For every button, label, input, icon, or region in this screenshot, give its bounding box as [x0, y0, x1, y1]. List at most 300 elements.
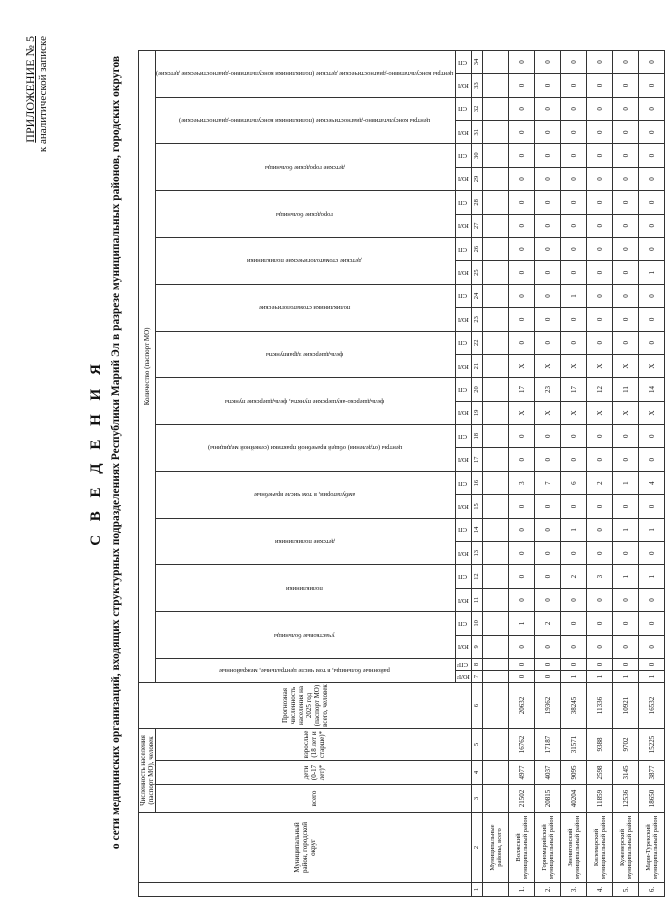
- header-sp: [456, 659, 472, 671]
- row-cell: 0: [639, 50, 665, 73]
- row-cell: 0: [561, 74, 587, 97]
- row-cell: [483, 542, 509, 565]
- header-idx: [139, 883, 472, 897]
- row-cell: 12: [587, 378, 613, 401]
- row-cell: X: [639, 401, 665, 424]
- row-cell: [483, 518, 509, 541]
- row-cell: [483, 121, 509, 144]
- row-cell: 1: [639, 261, 665, 284]
- row-forecast: 10921: [613, 683, 639, 729]
- row-cell: 0: [509, 191, 535, 214]
- row-cell: 0: [535, 635, 561, 658]
- row-cell: X: [639, 354, 665, 377]
- row-cell: [483, 378, 509, 401]
- header-sp: [456, 565, 472, 588]
- row-cell: 0: [587, 659, 613, 671]
- row-cell: [483, 237, 509, 260]
- row-index: 4.: [587, 883, 613, 897]
- table-row: [639, 50, 665, 896]
- row-cell: 0: [561, 612, 587, 635]
- row-index: 5.: [613, 883, 639, 897]
- column-number: 34: [472, 50, 483, 73]
- column-number: 32: [472, 97, 483, 120]
- header-facility-type-text: центры (отделения) общей врачебной практики (семейной медицины): [207, 444, 402, 452]
- header-facility-type: [156, 50, 456, 97]
- header-ul-text: ЮЛ: [457, 222, 469, 230]
- row-cell: 0: [587, 121, 613, 144]
- row-cell: 0: [561, 97, 587, 120]
- header-facility-type: [156, 284, 456, 331]
- row-cell: 0: [587, 97, 613, 120]
- row-cell: 0: [535, 659, 561, 671]
- row-cell: X: [509, 401, 535, 424]
- row-cell: 0: [587, 74, 613, 97]
- row-cell: [483, 308, 509, 331]
- row-cell: [483, 50, 509, 73]
- row-forecast: 16532: [639, 683, 665, 729]
- row-cell: [483, 167, 509, 190]
- header-ul-text: ЮЛ: [457, 362, 469, 370]
- row-cell: [483, 471, 509, 494]
- row-cell: 0: [613, 144, 639, 167]
- row-cell: 0: [509, 448, 535, 471]
- header-ul-text: ЮЛ: [457, 409, 469, 417]
- column-number: 6: [472, 683, 483, 729]
- row-cell: 0: [509, 425, 535, 448]
- row-adults: 16762: [509, 729, 535, 761]
- row-cell: 0: [509, 121, 535, 144]
- column-number: 22: [472, 331, 483, 354]
- header-ul-text: ЮЛ: [457, 269, 469, 277]
- row-total: 11859: [587, 785, 613, 813]
- column-number: 4: [472, 761, 483, 785]
- header-facility-type: [156, 471, 456, 518]
- column-number: 1: [472, 883, 483, 897]
- row-cell: 1: [639, 671, 665, 683]
- row-forecast: 20632: [509, 683, 535, 729]
- row-cell: [483, 354, 509, 377]
- header-children: дети (0-17 лет)*: [156, 761, 472, 785]
- appendix-label: [24, 36, 50, 152]
- column-number: 25: [472, 261, 483, 284]
- row-cell: [483, 401, 509, 424]
- row-cell: 0: [561, 331, 587, 354]
- row-cell: 0: [639, 308, 665, 331]
- row-forecast: 38245: [561, 683, 587, 729]
- column-number: 2: [472, 813, 483, 883]
- row-cell: 0: [561, 635, 587, 658]
- header-facility-type-text: центры консультативно-диагностические (поликлиники консультативно-диагностические): [179, 117, 431, 125]
- row-cell: 0: [613, 261, 639, 284]
- row-cell: 0: [587, 167, 613, 190]
- row-cell: X: [561, 401, 587, 424]
- table-row: [613, 50, 639, 896]
- header-total: всего: [156, 785, 472, 813]
- column-number: 26: [472, 237, 483, 260]
- row-cell: 0: [639, 284, 665, 307]
- header-facility-type-text: участковые больницы: [274, 631, 336, 639]
- row-cell: 0: [587, 448, 613, 471]
- header-ul: [456, 308, 472, 331]
- row-cell: 0: [639, 167, 665, 190]
- header-sp-text: СП: [458, 198, 468, 206]
- row-cell: 0: [587, 50, 613, 73]
- column-number: 16: [472, 471, 483, 494]
- row-cell: 0: [535, 588, 561, 611]
- header-population-group: Численность населения (паспорт МО), человек: [139, 729, 156, 813]
- header-sp: [456, 50, 472, 73]
- row-cell: 0: [561, 237, 587, 260]
- header-sp: [456, 471, 472, 494]
- header-ul-text: ЮЛ: [457, 502, 469, 510]
- column-number: 33: [472, 74, 483, 97]
- header-facility-type: [156, 425, 456, 472]
- row-cell: 0: [535, 448, 561, 471]
- row-cell: 0: [587, 518, 613, 541]
- row-municipality: Куженерский муниципальный район: [613, 813, 639, 883]
- row-cell: 0: [535, 97, 561, 120]
- row-cell: 0: [587, 495, 613, 518]
- row-adults: 9388: [587, 729, 613, 761]
- row-total: 40204: [561, 785, 587, 813]
- row-cell: 0: [509, 331, 535, 354]
- row-cell: 0: [613, 50, 639, 73]
- row-cell: X: [613, 401, 639, 424]
- header-ul: [456, 671, 472, 683]
- row-cell: 0: [639, 425, 665, 448]
- header-ul-text: ЮЛ: [457, 128, 469, 136]
- row-municipality: Килемарский муниципальный район: [587, 813, 613, 883]
- row-forecast: [483, 683, 509, 729]
- row-cell: X: [509, 354, 535, 377]
- row-cell: 0: [535, 331, 561, 354]
- column-number: 18: [472, 425, 483, 448]
- row-cell: 0: [561, 167, 587, 190]
- column-number: 5: [472, 729, 483, 761]
- header-ul: [456, 74, 472, 97]
- row-cell: 0: [561, 50, 587, 73]
- header-facility-type-text: центры консультативно-диагностические детские (поликлиники консультативно-диагностические детские): [156, 70, 454, 78]
- header-sp: [456, 144, 472, 167]
- table-row: [587, 50, 613, 896]
- row-cell: 0: [639, 588, 665, 611]
- row-cell: 1: [639, 518, 665, 541]
- row-cell: 0: [535, 284, 561, 307]
- row-cell: [483, 425, 509, 448]
- row-cell: 0: [509, 214, 535, 237]
- row-cell: 0: [639, 237, 665, 260]
- row-cell: X: [535, 401, 561, 424]
- row-cell: 0: [535, 167, 561, 190]
- row-cell: 0: [509, 237, 535, 260]
- row-cell: 0: [509, 74, 535, 97]
- header-ul: [456, 635, 472, 658]
- row-cell: 0: [587, 191, 613, 214]
- row-cell: 1: [613, 671, 639, 683]
- data-table: [138, 50, 665, 897]
- row-cell: 0: [509, 659, 535, 671]
- column-number: 24: [472, 284, 483, 307]
- column-number: 7: [472, 671, 483, 683]
- header-facility-type-text: детские поликлиники: [274, 538, 335, 546]
- row-cell: 0: [639, 635, 665, 658]
- row-cell: 1: [613, 518, 639, 541]
- row-cell: 0: [535, 518, 561, 541]
- row-cell: 0: [535, 542, 561, 565]
- header-ul: [456, 588, 472, 611]
- header-ul-text: ЮЛ: [457, 549, 469, 557]
- header-facility-type-text: поликлиники: [286, 584, 324, 592]
- row-cell: [483, 331, 509, 354]
- row-cell: [483, 448, 509, 471]
- row-cell: [483, 588, 509, 611]
- row-children: 3877: [639, 761, 665, 785]
- row-cell: X: [587, 354, 613, 377]
- row-cell: 0: [509, 97, 535, 120]
- row-cell: 0: [587, 331, 613, 354]
- column-number: 8: [472, 659, 483, 671]
- row-cell: [483, 635, 509, 658]
- row-cell: 0: [509, 50, 535, 73]
- header-ul: [456, 261, 472, 284]
- header-ul-text: ЮЛ: [457, 315, 469, 323]
- table-row: [483, 50, 509, 896]
- row-cell: 0: [639, 331, 665, 354]
- row-cell: 0: [561, 121, 587, 144]
- row-cell: [483, 74, 509, 97]
- header-facility-type: [156, 97, 456, 144]
- header-municipality: Муниципальный район, городской округ: [139, 813, 472, 883]
- header-facility-type-text: детские стоматологические поликлиники: [247, 257, 362, 265]
- column-number: 20: [472, 378, 483, 401]
- row-cell: 1: [613, 471, 639, 494]
- header-facility-type-text: городские больницы: [276, 210, 334, 218]
- row-cell: 0: [639, 74, 665, 97]
- header-sp-text: СП: [458, 386, 468, 394]
- header-sp: [456, 97, 472, 120]
- column-number: 27: [472, 214, 483, 237]
- column-number: 14: [472, 518, 483, 541]
- header-sp: [456, 237, 472, 260]
- header-sp-text: СП: [458, 479, 468, 487]
- row-cell: 0: [535, 121, 561, 144]
- row-cell: 0: [509, 635, 535, 658]
- row-cell: 0: [613, 331, 639, 354]
- header-ul-text: ЮЛ: [457, 81, 469, 89]
- row-cell: 23: [535, 378, 561, 401]
- row-cell: 0: [535, 261, 561, 284]
- table-row: [509, 50, 535, 896]
- column-number: 23: [472, 308, 483, 331]
- header-sp-text: СП: [458, 105, 468, 113]
- row-cell: 2: [587, 471, 613, 494]
- row-cell: 0: [613, 97, 639, 120]
- row-municipality: Волжский муниципальный район: [509, 813, 535, 883]
- header-ul: [456, 121, 472, 144]
- row-index: 6.: [639, 883, 665, 897]
- row-cell: 0: [613, 167, 639, 190]
- row-cell: X: [587, 401, 613, 424]
- column-number-row: [472, 50, 483, 896]
- header-sp-text: СП: [458, 152, 468, 160]
- row-cell: 0: [613, 425, 639, 448]
- row-cell: 0: [587, 237, 613, 260]
- document-header: [0, 0, 150, 905]
- row-cell: 3: [587, 565, 613, 588]
- header-sp-text: СП: [458, 619, 468, 627]
- header-facility-type: [156, 144, 456, 191]
- row-index: 1.: [509, 883, 535, 897]
- row-total: 20815: [535, 785, 561, 813]
- header-row-2: [156, 50, 456, 896]
- row-cell: 0: [509, 542, 535, 565]
- row-index: 2.: [535, 883, 561, 897]
- row-cell: 0: [561, 261, 587, 284]
- column-number: 11: [472, 588, 483, 611]
- row-cell: 0: [561, 144, 587, 167]
- row-cell: 0: [639, 495, 665, 518]
- row-children: 9095: [561, 761, 587, 785]
- row-children: [483, 761, 509, 785]
- row-cell: 0: [587, 542, 613, 565]
- header-sp: [456, 331, 472, 354]
- header-sp-text: СП: [458, 573, 468, 581]
- row-cell: 17: [509, 378, 535, 401]
- row-cell: 0: [561, 448, 587, 471]
- row-cell: 0: [561, 495, 587, 518]
- row-cell: 0: [509, 588, 535, 611]
- header-facility-type-text: детские городские больницы: [264, 163, 345, 171]
- header-facility-type-text: фельдшерско-акушерские пункты, фельдшерские пункты: [225, 397, 385, 405]
- row-cell: 0: [639, 214, 665, 237]
- header-adults: взрослые (18 лет и старше)*: [156, 729, 472, 761]
- header-facility-type-text: районные больницы, в том числе центральные, межрайонные: [219, 667, 391, 674]
- column-number: 30: [472, 144, 483, 167]
- header-sp: [456, 425, 472, 448]
- row-cell: [483, 144, 509, 167]
- column-number: 3: [472, 785, 483, 813]
- document-subtitle: о сети медицинских организаций, входящих структурных подразделениях Республики Марий Эл в разрезе муниципальных районов, городских округов: [110, 55, 122, 850]
- header-sp-text: СП: [458, 339, 468, 347]
- row-cell: 0: [535, 74, 561, 97]
- row-children: 4037: [535, 761, 561, 785]
- row-adults: 15225: [639, 729, 665, 761]
- row-cell: [483, 97, 509, 120]
- header-facility-type: [156, 378, 456, 425]
- row-cell: 17: [561, 378, 587, 401]
- row-cell: 0: [509, 495, 535, 518]
- row-cell: 0: [613, 191, 639, 214]
- row-cell: 0: [587, 144, 613, 167]
- row-cell: 0: [535, 237, 561, 260]
- header-sp-text: СП²: [457, 661, 469, 668]
- header-ul: [456, 354, 472, 377]
- row-total: 18650: [639, 785, 665, 813]
- row-cell: 1: [561, 671, 587, 683]
- header-facility-type: [156, 659, 456, 683]
- header-sp: [456, 191, 472, 214]
- row-cell: X: [613, 354, 639, 377]
- header-row-1: [139, 50, 156, 896]
- row-cell: [483, 612, 509, 635]
- header-sp-text: СП: [458, 432, 468, 440]
- header-sp-text: СП: [458, 526, 468, 534]
- row-cell: 0: [535, 308, 561, 331]
- column-number: 21: [472, 354, 483, 377]
- row-total: 12536: [613, 785, 639, 813]
- row-cell: 0: [509, 167, 535, 190]
- row-cell: [483, 495, 509, 518]
- row-cell: 0: [613, 659, 639, 671]
- column-number: 31: [472, 121, 483, 144]
- row-cell: [483, 671, 509, 683]
- row-index: 3.: [561, 883, 587, 897]
- row-cell: 0: [509, 565, 535, 588]
- row-cell: [483, 261, 509, 284]
- header-facility-type-text: поликлиники стоматологические: [259, 304, 351, 312]
- header-ul: [456, 542, 472, 565]
- header-ul: [456, 448, 472, 471]
- header-ul-text: ЮЛ²: [456, 673, 470, 680]
- row-children: 2598: [587, 761, 613, 785]
- row-cell: 0: [639, 542, 665, 565]
- header-ul: [456, 214, 472, 237]
- row-cell: 0: [587, 425, 613, 448]
- row-cell: 0: [509, 284, 535, 307]
- row-cell: 0: [639, 659, 665, 671]
- appendix-note: к аналитической записке: [37, 36, 49, 153]
- row-cell: 0: [587, 214, 613, 237]
- row-total: [483, 785, 509, 813]
- row-cell: 0: [535, 495, 561, 518]
- row-cell: 0: [535, 671, 561, 683]
- row-cell: 1: [613, 565, 639, 588]
- row-cell: 0: [587, 635, 613, 658]
- header-facility-type: [156, 331, 456, 378]
- row-cell: 1: [639, 565, 665, 588]
- row-cell: 0: [509, 308, 535, 331]
- row-cell: 0: [535, 214, 561, 237]
- header-sp-text: СП: [458, 292, 468, 300]
- header-facility-type: [156, 191, 456, 238]
- row-cell: 0: [613, 237, 639, 260]
- column-number: 9: [472, 635, 483, 658]
- row-cell: 1: [561, 284, 587, 307]
- header-ul: [456, 401, 472, 424]
- header-forecast: Прогнозная численность населения на 2025 год (паспорт МО) всего, человек: [139, 683, 472, 729]
- row-cell: 0: [561, 425, 587, 448]
- row-cell: 0: [613, 308, 639, 331]
- header-sp: [456, 378, 472, 401]
- row-cell: 1: [587, 671, 613, 683]
- header-ul-text: ЮЛ: [457, 456, 469, 464]
- column-number: 12: [472, 565, 483, 588]
- column-number: 19: [472, 401, 483, 424]
- row-total: 21502: [509, 785, 535, 813]
- row-cell: 0: [509, 144, 535, 167]
- header-facility-type: [156, 612, 456, 659]
- row-cell: 0: [613, 635, 639, 658]
- row-cell: 0: [561, 542, 587, 565]
- row-adults: [483, 729, 509, 761]
- row-municipality: Мари-Турекский муниципальный район: [639, 813, 665, 883]
- row-cell: 0: [561, 588, 587, 611]
- row-municipality: Муниципальные районы, всего: [483, 813, 509, 883]
- row-cell: 0: [587, 261, 613, 284]
- row-cell: 11: [613, 378, 639, 401]
- row-adults: 31571: [561, 729, 587, 761]
- row-cell: [483, 191, 509, 214]
